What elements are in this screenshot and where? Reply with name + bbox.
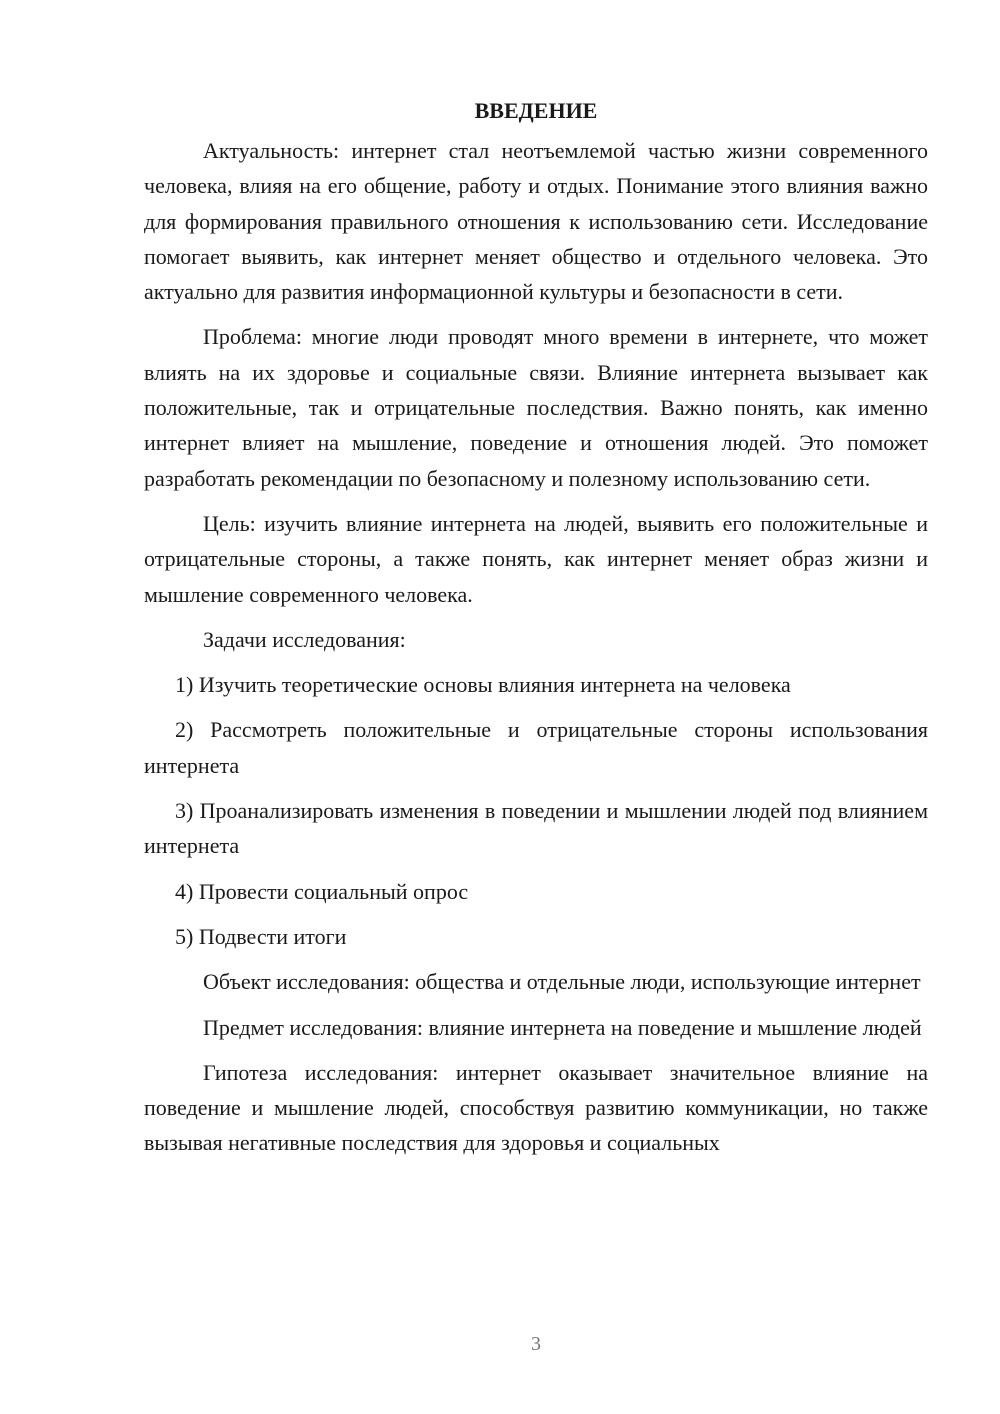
- paragraph-relevance: Актуальность: интернет стал неотъемлемой частью жизни современного человека, влияя на его общение, работу и отдых. Понимание этого влияния важно для формирования правильного отношения к использованию сети. Исследование помогает выявить, как интернет меняет общество и отдельного человека. Это актуально для развития информационной культуры и безопасности в сети.: [144, 138, 928, 305]
- paragraph-object: Объект исследования: общества и отдельные люди, использующие интернет: [203, 969, 921, 995]
- task-item-3: 3) Проанализировать изменения в поведении и мышлении людей под влиянием интернета: [144, 798, 928, 859]
- task-item-5: 5) Подвести итоги: [175, 923, 347, 949]
- paragraph-tasks-heading: Задачи исследования:: [203, 626, 406, 652]
- task-item-4: 4) Провести социальный опрос: [175, 878, 469, 904]
- paragraph-subject: Предмет исследования: влияние интернета на поведение и мышление людей: [203, 1014, 922, 1040]
- page-content: [144, 96, 928, 1161]
- paragraph-problem: Проблема: многие люди проводят много времени в интернете, что может влиять на их здоровье и социальные связи. Влияние интернета вызывает как положительные, так и отрицательные последствия. Важно понять, как именно интернет влияет на мышление, поведение и отношения людей. Это поможет разработать рекомендации по безопасному и полезному использованию сети.: [144, 324, 928, 491]
- task-item-2: 2) Рассмотреть положительные и отрицательные стороны использования интернета: [144, 717, 928, 778]
- paragraph-hypothesis: Гипотеза исследования: интернет оказывает значительное влияние на поведение и мышление людей, способствуя развитию коммуникации, но также вызывая негативные последствия для здоровья и социальных: [144, 1059, 928, 1156]
- page-title: ВВЕДЕНИЕ: [474, 98, 598, 123]
- task-item-1: 1) Изучить теоретические основы влияния интернета на человека: [175, 672, 791, 698]
- paragraph-goal: Цель: изучить влияние интернета на людей, выявить его положительные и отрицательные стороны, а также понять, как интернет меняет образ жизни и мышление современного человека.: [144, 510, 928, 607]
- page-number: 3: [531, 1333, 541, 1355]
